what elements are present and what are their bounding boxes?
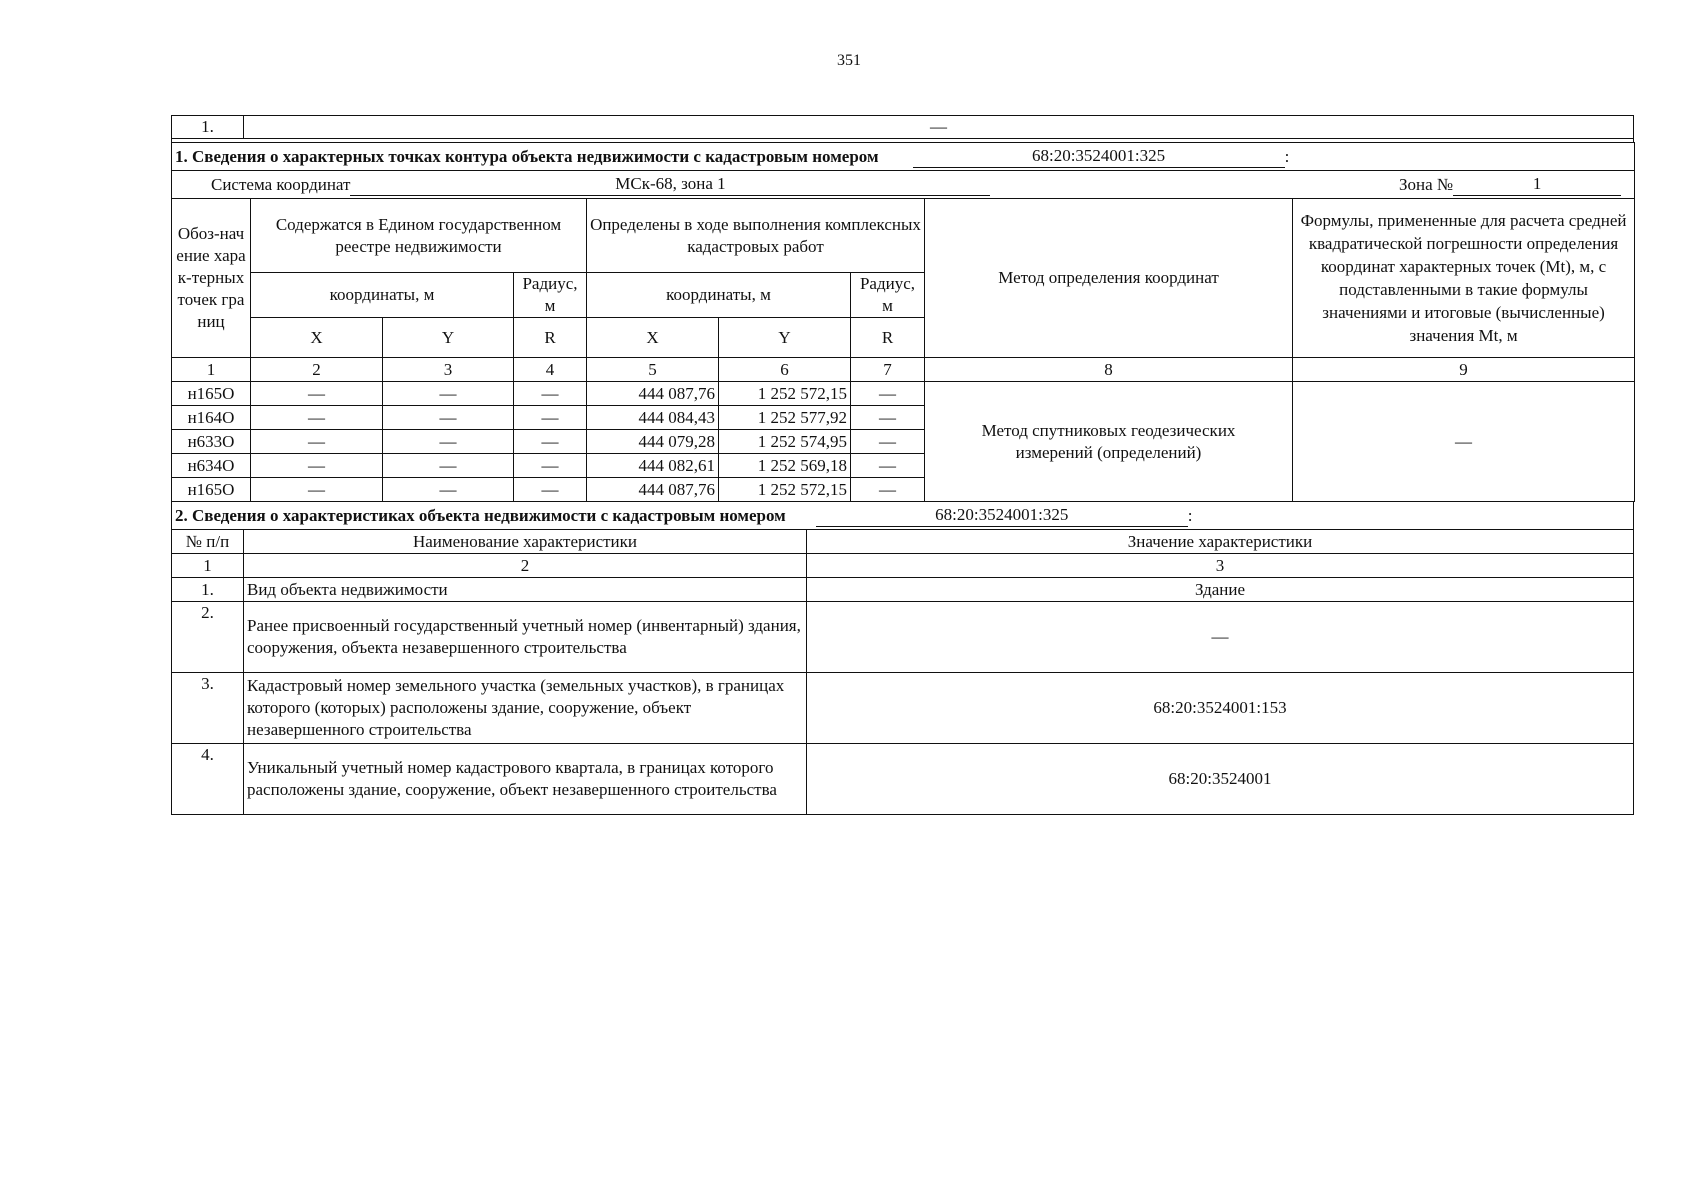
y-egrn: — — [383, 454, 514, 478]
coord-system-label: Система координат — [211, 175, 351, 194]
y-egrn: — — [383, 382, 514, 406]
header-method: Метод определения координат — [925, 199, 1293, 358]
table-row — [172, 602, 1634, 673]
section1-title-row — [172, 143, 1635, 171]
x-value: 444 084,43 — [587, 406, 719, 430]
header-det-x: X — [587, 318, 719, 358]
section1-suffix: : — [1284, 147, 1290, 166]
point-name: н633О — [172, 430, 251, 454]
page-number: 351 — [837, 52, 861, 69]
point-name: н165О — [172, 478, 251, 502]
coord-system-row — [172, 171, 1635, 199]
coord-system-value: МСк-68, зона 1 — [350, 173, 990, 196]
x-value: 444 087,76 — [587, 382, 719, 406]
x-egrn: — — [251, 382, 383, 406]
y-value: 1 252 569,18 — [719, 454, 851, 478]
y-value: 1 252 574,95 — [719, 430, 851, 454]
y-value: 1 252 572,15 — [719, 478, 851, 502]
r-egrn: — — [514, 430, 587, 454]
colnum-3: 3 — [383, 358, 514, 382]
colnum-1: 1 — [172, 554, 244, 578]
row-value: — — [807, 602, 1634, 673]
point-name: н634О — [172, 454, 251, 478]
row-value: Здание — [807, 578, 1634, 602]
x-value: 444 082,61 — [587, 454, 719, 478]
colnum-6: 6 — [719, 358, 851, 382]
header-formulas: Формулы, примененные для расчета средней квадратической погрешности определения координат характерных точек (Mt), м, с подставленными в такие формулы значениями и итоговые (вычисленные) значения Mt, м — [1293, 199, 1635, 358]
colnum-3: 3 — [807, 554, 1634, 578]
header-egrn-y: Y — [383, 318, 514, 358]
header-name: Наименование характеристики — [244, 530, 807, 554]
section2-title-row — [172, 502, 1634, 530]
x-egrn: — — [251, 406, 383, 430]
y-egrn: — — [383, 430, 514, 454]
x-egrn: — — [251, 478, 383, 502]
table-row — [172, 673, 1634, 744]
section2-table — [171, 501, 1634, 815]
table-row — [172, 744, 1634, 815]
r-egrn: — — [514, 454, 587, 478]
header-egrn-x: X — [251, 318, 383, 358]
header-det-radius: Радиус, м — [851, 273, 925, 318]
formulas-value: — — [1293, 382, 1635, 502]
table-row — [172, 382, 1635, 406]
top-table — [171, 115, 1634, 143]
colnum-2: 2 — [251, 358, 383, 382]
document-body — [171, 115, 1634, 815]
x-egrn: — — [251, 430, 383, 454]
method-value: Метод спутниковых геодезических измерений (определений) — [925, 382, 1293, 502]
zone-value: 1 — [1453, 173, 1621, 196]
section1-column-numbers — [172, 358, 1635, 382]
header-point-designation: Обоз-начение харак-терных точек границ — [172, 199, 251, 358]
colnum-4: 4 — [514, 358, 587, 382]
section1-title: 1. Сведения о характерных точках контура объекта недвижимости с кадастровым номером — [175, 147, 879, 166]
colnum-1: 1 — [172, 358, 251, 382]
colnum-5: 5 — [587, 358, 719, 382]
point-name: н164О — [172, 406, 251, 430]
r-egrn: — — [514, 406, 587, 430]
x-value: 444 087,76 — [587, 478, 719, 502]
x-value: 444 079,28 — [587, 430, 719, 454]
top-row-num: 1. — [172, 116, 244, 139]
header-egrn-r: R — [514, 318, 587, 358]
row-num: 1. — [172, 578, 244, 602]
top-row-value: — — [244, 116, 1634, 139]
row-num: 2. — [172, 602, 244, 673]
colnum-9: 9 — [1293, 358, 1635, 382]
r-value: — — [851, 382, 925, 406]
header-egrn: Содержатся в Едином государственном реестре недвижимости — [251, 199, 587, 273]
r-egrn: — — [514, 382, 587, 406]
header-egrn-coordinates: координаты, м — [251, 273, 514, 318]
section1-table — [171, 142, 1635, 502]
r-value: — — [851, 430, 925, 454]
y-egrn: — — [383, 478, 514, 502]
header-value: Значение характеристики — [807, 530, 1634, 554]
row-name: Вид объекта недвижимости — [244, 578, 807, 602]
header-det-r: R — [851, 318, 925, 358]
section2-cadastral-number: 68:20:3524001:325 — [816, 504, 1188, 527]
header-num: № п/п — [172, 530, 244, 554]
y-egrn: — — [383, 406, 514, 430]
row-name: Кадастровый номер земельного участка (земельных участков), в границах которого (которых) расположены здание, сооружение, объект незавершенного строительства — [244, 673, 807, 744]
section2-suffix: : — [1187, 506, 1193, 525]
header-determined: Определены в ходе выполнения комплексных кадастровых работ — [587, 199, 925, 273]
point-name: н165О — [172, 382, 251, 406]
section2-title: 2. Сведения о характеристиках объекта недвижимости с кадастровым номером — [175, 506, 786, 525]
header-det-coordinates: координаты, м — [587, 273, 851, 318]
header-det-y: Y — [719, 318, 851, 358]
x-egrn: — — [251, 454, 383, 478]
header-egrn-radius: Радиус, м — [514, 273, 587, 318]
row-num: 4. — [172, 744, 244, 815]
colnum-7: 7 — [851, 358, 925, 382]
colnum-2: 2 — [244, 554, 807, 578]
r-value: — — [851, 478, 925, 502]
r-egrn: — — [514, 478, 587, 502]
colnum-8: 8 — [925, 358, 1293, 382]
zone-label: Зона № — [1398, 175, 1454, 194]
section1-cadastral-number: 68:20:3524001:325 — [913, 145, 1285, 168]
y-value: 1 252 577,92 — [719, 406, 851, 430]
table-row — [172, 578, 1634, 602]
row-num: 3. — [172, 673, 244, 744]
row-name: Ранее присвоенный государственный учетный номер (инвентарный) здания, сооружения, объекта незавершенного строительства — [244, 602, 807, 673]
row-name: Уникальный учетный номер кадастрового квартала, в границах которого расположены здание, сооружение, объект незавершенного строительства — [244, 744, 807, 815]
row-value: 68:20:3524001 — [807, 744, 1634, 815]
r-value: — — [851, 406, 925, 430]
y-value: 1 252 572,15 — [719, 382, 851, 406]
row-value: 68:20:3524001:153 — [807, 673, 1634, 744]
r-value: — — [851, 454, 925, 478]
